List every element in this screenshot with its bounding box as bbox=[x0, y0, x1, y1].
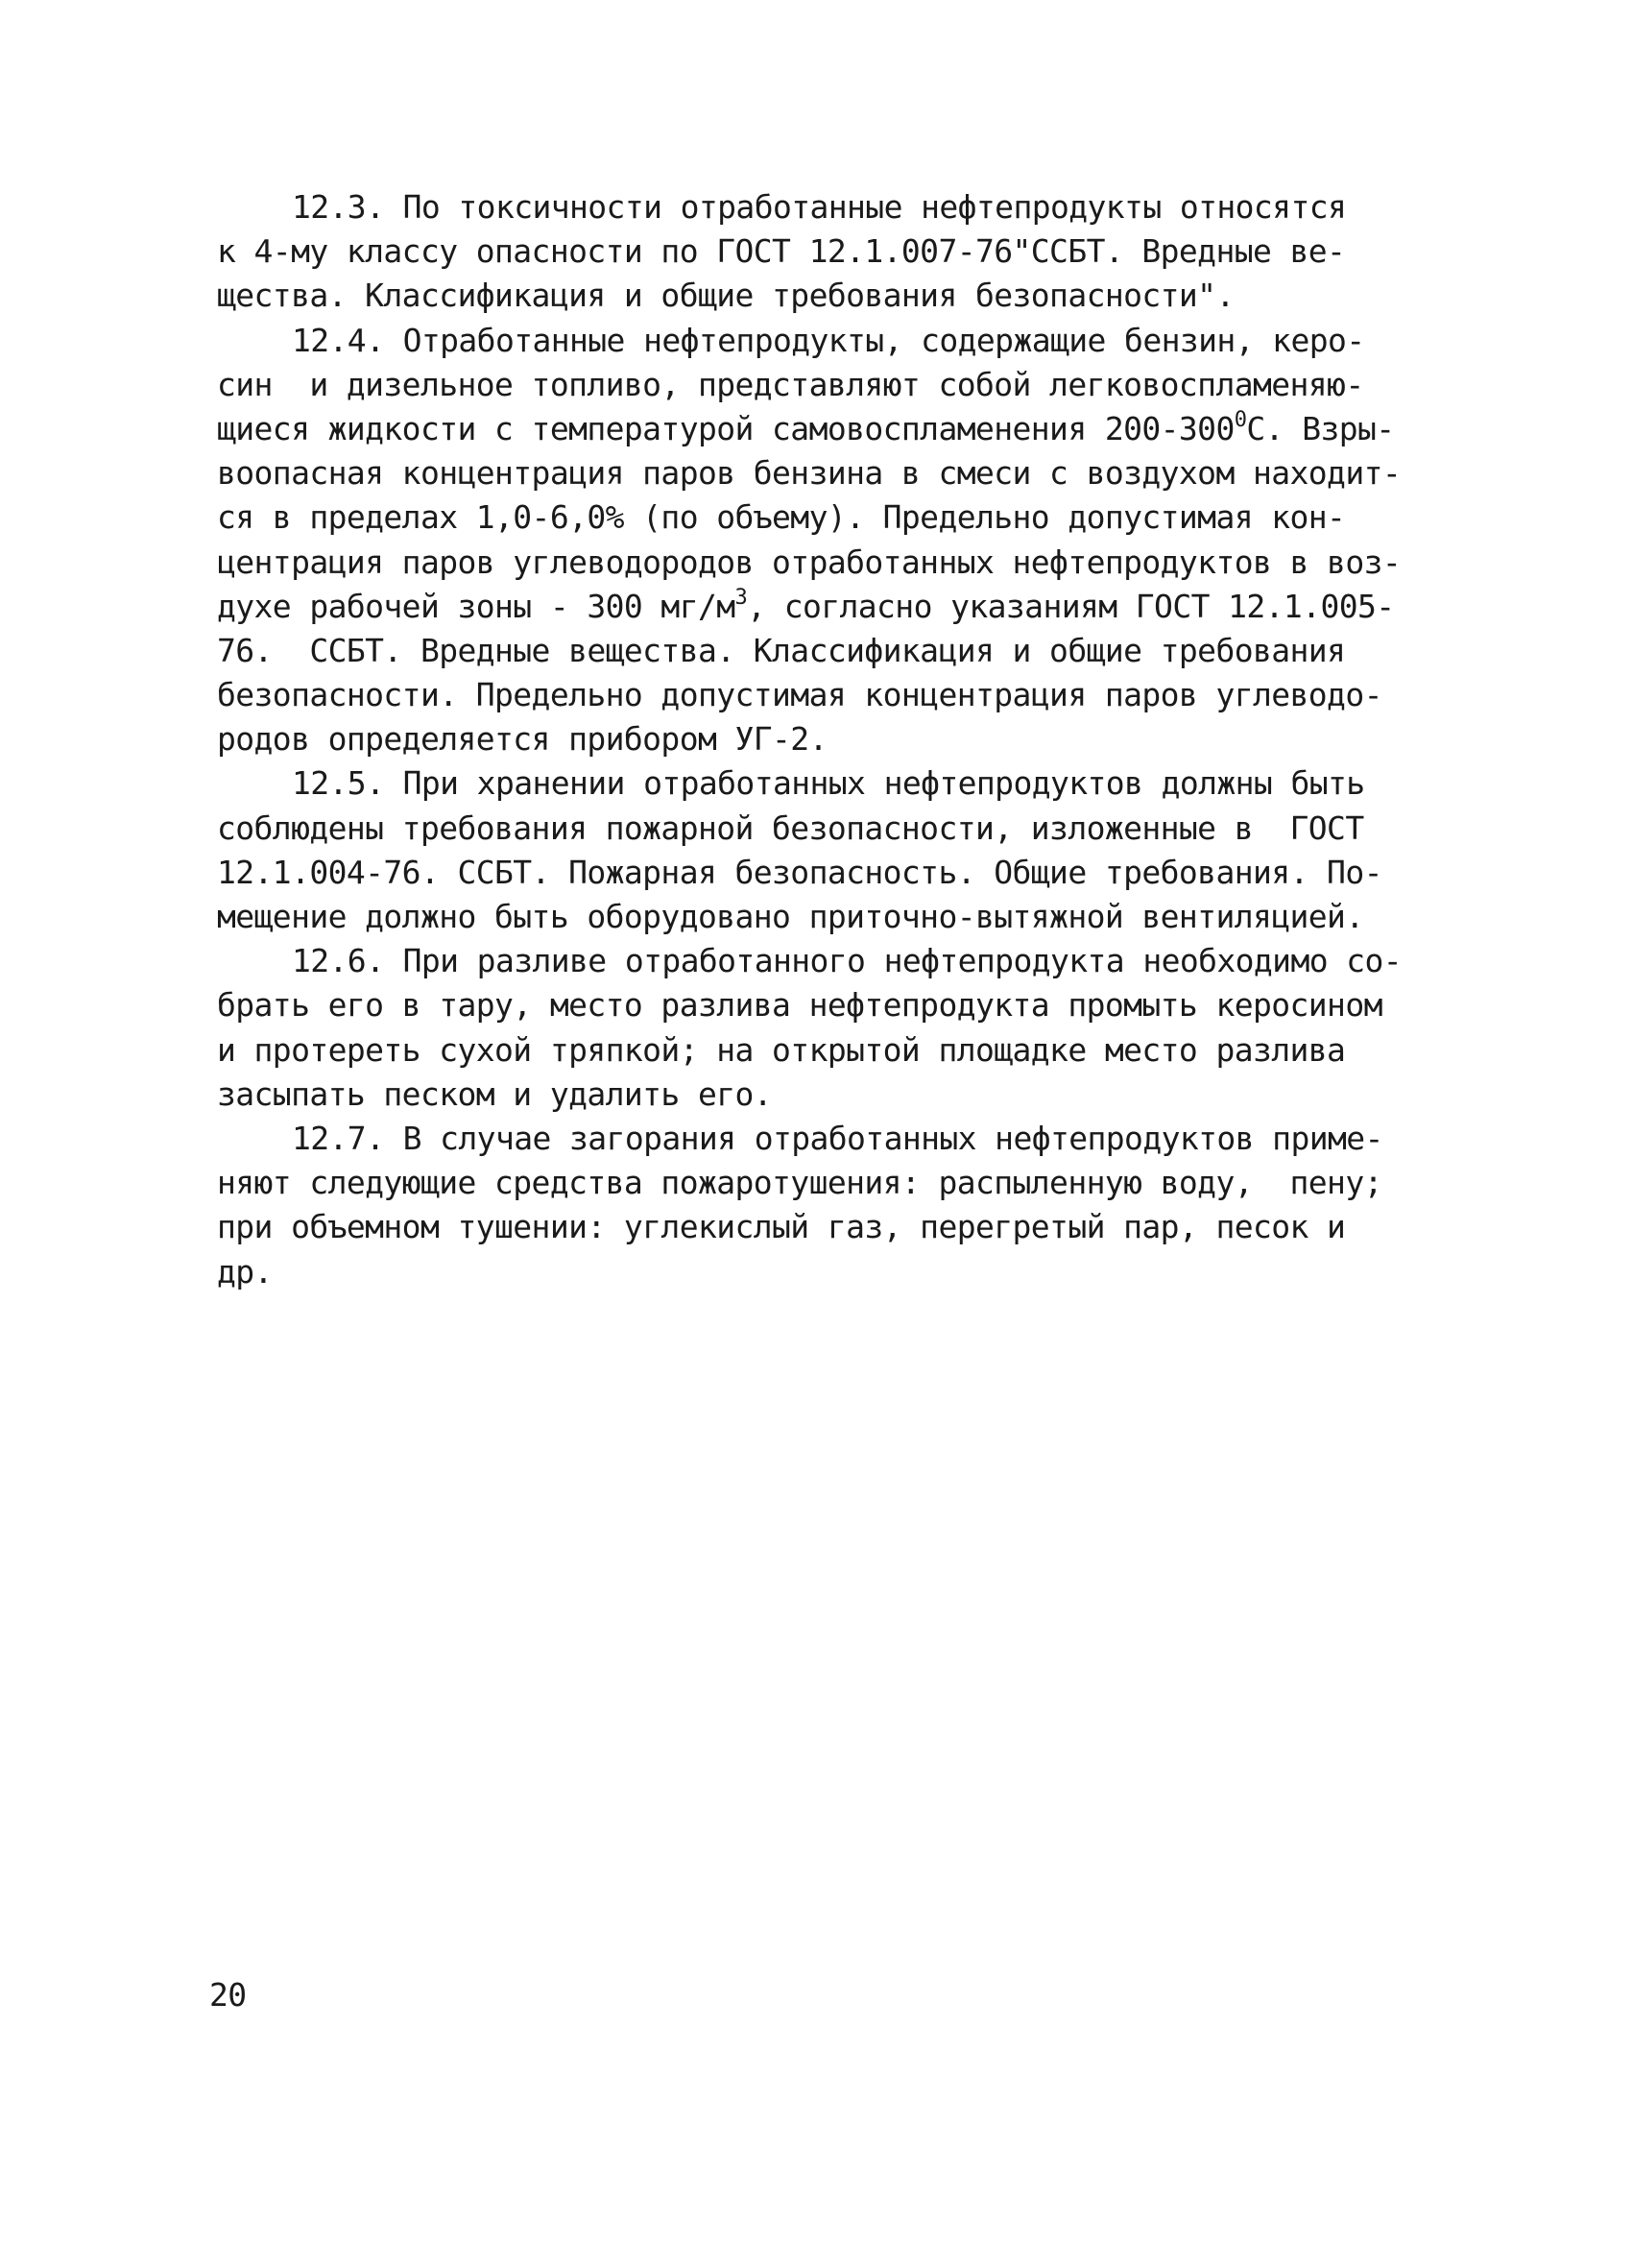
paragraph-12-6 bbox=[217, 939, 1455, 1117]
text-line: при объемном тушении: углекислый газ, перегретый пар, песок и bbox=[217, 1208, 1346, 1246]
text-line: брать его в тару, место разлива нефтепродукта промыть керосином bbox=[217, 986, 1382, 1025]
page-number: 20 bbox=[209, 1976, 247, 2014]
text-line bbox=[217, 585, 1455, 629]
body-text bbox=[217, 185, 1455, 1294]
text-line: центрация паров углеводородов отработанных нефтепродуктов в воз- bbox=[217, 543, 1402, 581]
text-line: син и дизельное топливо, представляют собой легковоспламеняю- bbox=[217, 365, 1364, 403]
text-line: 12.3. По токсичности отработанные нефтепродукты относятся bbox=[292, 188, 1347, 226]
text-line: 12.7. В случае загорания отработанных нефтепродуктов приме- bbox=[292, 1119, 1383, 1157]
text-segment: С. Взры- bbox=[1246, 409, 1395, 447]
text-line: безопасности. Предельно допустимая концентрация паров углеводо- bbox=[217, 676, 1382, 714]
text-line: воопасная концентрация паров бензина в смеси с воздухом находит- bbox=[217, 454, 1402, 493]
superscript-degree: 0 bbox=[1234, 407, 1247, 432]
superscript-cube: 3 bbox=[734, 585, 748, 610]
paragraph-12-5 bbox=[217, 761, 1455, 939]
text-segment: щиеся жидкости с температурой самовоспламенения 200-300 bbox=[217, 409, 1235, 447]
text-line: 76. ССБТ. Вредные вещества. Классификация и общие требования bbox=[217, 631, 1346, 669]
paragraph-12-4 bbox=[217, 319, 1455, 762]
paragraph-12-3 bbox=[217, 185, 1455, 319]
paragraph-12-7 bbox=[217, 1117, 1455, 1294]
text-segment: духе рабочей зоны - 300 мг/м bbox=[217, 587, 735, 625]
text-line: 12.1.004-76. ССБТ. Пожарная безопасность. Общие требования. По- bbox=[217, 853, 1382, 891]
text-line: 12.6. При разливе отработанного нефтепродукта необходимо со- bbox=[292, 942, 1403, 980]
text-line bbox=[217, 407, 1455, 451]
text-line: и протереть сухой тряпкой; на открытой площадке место разлива bbox=[217, 1030, 1346, 1069]
text-line: 12.5. При хранении отработанных нефтепродуктов должны быть bbox=[292, 764, 1365, 803]
text-line: 12.4. Отработанные нефтепродукты, содержащие бензин, керо- bbox=[292, 321, 1365, 359]
text-line: родов определяется прибором УГ-2. bbox=[217, 720, 828, 759]
text-line: др. bbox=[217, 1252, 273, 1291]
text-line: к 4-му классу опасности по ГОСТ 12.1.007-76"ССБТ. Вредные ве- bbox=[217, 232, 1346, 271]
text-line: соблюдены требования пожарной безопасности, изложенные в ГОСТ bbox=[217, 808, 1364, 847]
text-line: ся в пределах 1,0-6,0% (по объему). Предельно допустимая кон- bbox=[217, 498, 1346, 537]
text-line: няют следующие средства пожаротушения: распыленную воду, пену; bbox=[217, 1164, 1382, 1202]
text-segment: , согласно указаниям ГОСТ 12.1.005- bbox=[747, 587, 1395, 625]
text-line: мещение должно быть оборудовано приточно-вытяжной вентиляцией. bbox=[217, 898, 1364, 935]
text-line: засыпать песком и удалить его. bbox=[217, 1074, 773, 1113]
text-line: щества. Классификация и общие требования безопасности". bbox=[217, 277, 1235, 315]
